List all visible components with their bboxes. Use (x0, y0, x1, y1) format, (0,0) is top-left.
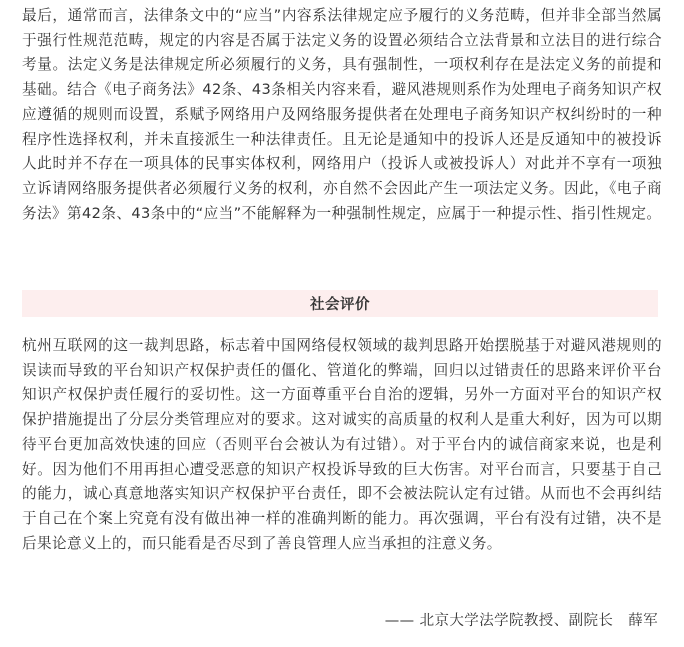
section-heading-title: 社会评价 (310, 297, 370, 313)
paragraph-social-evaluation: 杭州互联网的这一裁判思路，标志着中国网络侵权领域的裁判思路开始摆脱基于对避风港规则的误读而导致的平台知识产权保护责任的僵化、管道化的弊端，回归以过错责任的思路来评价平台知识产权保护责任履行的妥切性。这一方面尊重平台自治的逻辑，另外一方面对平台的知识产权保护措施提出了分层分类管理应对的要求。这对诚实的高质量的权利人是重大利好，因为可以期待平台更加高效快速的回应（否则平台会被认为有过错）。对于平台内的诚信商家来说，也是利好。因为他们不用再担心遭受恶意的知识产权投诉导致的巨大伤害。对平台而言，只要基于自己的能力，诚心真意地落实知识产权保护平台责任，即不会被法院认定有过错。从而也不会再纠结于自己在个案上究竟有没有做出神一样的准确判断的能力。再次强调，平台有没有过错，决不是后果论意义上的，而只能看是否尽到了善良管理人应当承担的注意义务。 (22, 337, 662, 552)
paragraph-legal-analysis: 最后，通常而言，法律条文中的“应当”内容系法律规定应予履行的义务范畴，但并非全部当然属于强行性规范范畴，规定的内容是否属于法定义务的设置必须结合立法背景和立法目的进行综合考量。法定义务是法律规定所必须履行的义务，具有强制性，一项权利存在是法定义务的前提和基础。结合《电子商务法》42条、43条相关内容来看，避风港规则系作为处理电子商务知识产权应遵循的规则而设置，系赋予网络用户及网络服务提供者在处理电子商务知识产权纠纷时的一种程序性选择权利，并未直接派生一种法律责任。且无论是通知中的投诉人还是反通知中的被投诉人此时并不存在一项具体的民事实体权利，网络用户（投诉人或被投诉人）对此并不享有一项独立诉请网络服务提供者必须履行义务的权利，亦自然不会因此产生一项法定义务。因此，《电子商务法》第42条、43条中的“应当”不能解释为一种强制性规定，应属于一种提示性、指引性规定。 (22, 7, 662, 222)
section-heading-bar (22, 290, 658, 317)
author-signature: —— 北京大学法学院教授、副院长 薛军 (384, 613, 658, 629)
